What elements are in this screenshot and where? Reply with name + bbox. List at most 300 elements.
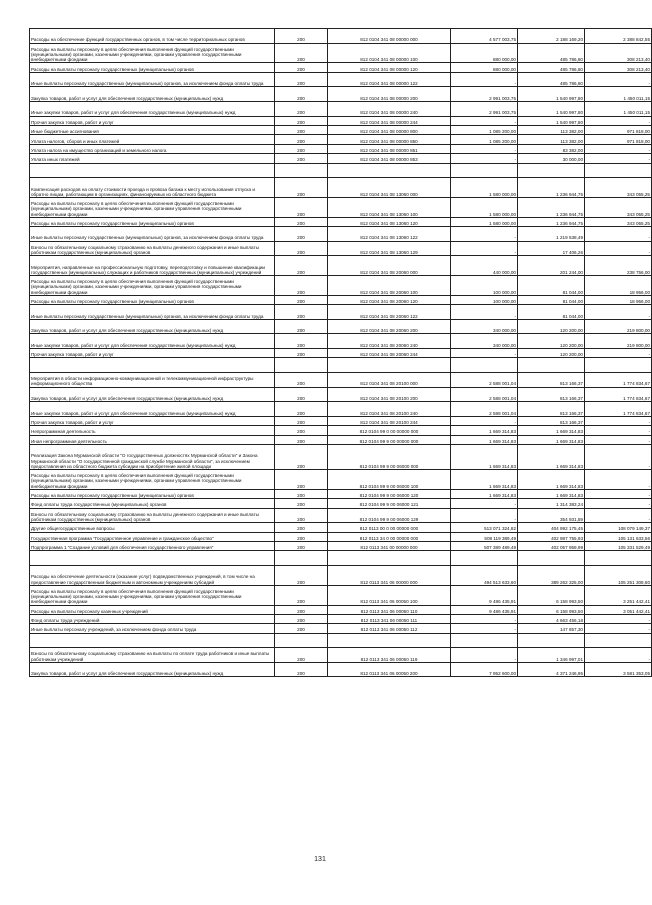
executed-amount-cell [518,551,585,566]
unexecuted-amount-cell: - [585,508,652,523]
expense-name-cell: Расходы на обеспечение деятельности (оказание услуг) подведомственных учреждений, в том числе на предоставление государственным бюджетным и автономным учреждениям субсидий [30,565,275,585]
line-code-cell: 200 [275,197,328,217]
budget-classification-code-cell: 812 0113 341 00 00000 000 [328,541,451,550]
approved-amount-cell: 1 580 000,00 [451,217,518,226]
approved-amount-cell: 494 513 633,60 [451,565,518,585]
line-code-cell: 200 [275,373,328,388]
executed-amount-cell: 485 786,60 [518,72,585,87]
executed-amount-cell [518,358,585,373]
line-code-cell: 200 [275,276,328,296]
expense-name-cell: Расходы на выплаты персоналу государственных (муниципальных) органов [30,217,275,226]
unexecuted-amount-cell: 971 818,00 [585,125,652,134]
table-row [30,499,652,508]
line-code-cell: 200 [275,614,328,623]
unexecuted-amount-cell: - [585,435,652,444]
unexecuted-amount-cell: 18 956,00 [585,276,652,296]
line-code-cell: 200 [275,334,328,349]
unexecuted-amount-cell: - [585,499,652,508]
budget-classification-code-cell: 812 0104 341 08 00000 200 [328,87,451,102]
executed-amount-cell: 485 786,60 [518,63,585,72]
expense-name-cell: Закупка товаров, работ и услуг для обеспечения государственных (муниципальных) нужд [30,662,275,677]
approved-amount-cell: - [451,72,518,87]
executed-amount-cell: 402 987 755,93 [518,532,585,541]
approved-amount-cell: 508 119 389,49 [451,532,518,541]
budget-classification-code-cell: 812 0113 341 06 00050 111 [328,614,451,623]
line-code-cell: 200 [275,662,328,677]
executed-amount-cell: 120 200,00 [518,334,585,349]
executed-amount-cell: 813 166,37 [518,402,585,417]
table-row [30,72,652,87]
executed-amount-cell: 485 786,60 [518,43,585,63]
budget-execution-table [29,28,652,677]
unexecuted-amount-cell: 2 388 842,55 [585,29,652,44]
expense-name-cell: Закупка товаров, работ и услуг для обеспечения государственных (муниципальных) нужд [30,319,275,334]
table-row [30,319,652,334]
budget-classification-code-cell: 812 0104 341 08 20100 000 [328,373,451,388]
executed-amount-cell: 402 057 959,99 [518,541,585,550]
expense-name-cell: Закупка товаров, работ и услуг для обеспечения государственных (муниципальных) нужд [30,87,275,102]
budget-classification-code-cell: 812 0104 99 9 00 06000 121 [328,499,451,508]
line-code-cell: 200 [275,125,328,134]
executed-amount-cell: 113 382,00 [518,135,585,144]
executed-amount-cell: 83 382,00 [518,144,585,153]
budget-classification-code-cell: 812 0104 341 08 20060 240 [328,334,451,349]
line-code-cell: 200 [275,565,328,585]
unexecuted-amount-cell: 3 251 442,41 [585,585,652,605]
line-code-cell: 200 [275,178,328,198]
unexecuted-amount-cell: 343 055,25 [585,197,652,217]
line-code-cell: 200 [275,135,328,144]
expense-name-cell: Иные выплаты персоналу учреждений, за исключением фонда оплаты труда [30,624,275,633]
budget-classification-code-cell: 812 0104 341 08 20100 240 [328,402,451,417]
unexecuted-amount-cell: 3 581 353,05 [585,662,652,677]
approved-amount-cell: 1 580 000,00 [451,178,518,198]
budget-classification-code-cell: 812 0104 99 9 00 06000 000 [328,444,451,469]
expense-name-cell: Компенсация расходов на оплату стоимости проезда и провоза багажа к месту использования отпуска и обратно лицам, работающим в организациях, финансируемых из областного бюджета [30,178,275,198]
executed-amount-cell: 1 236 944,75 [518,197,585,217]
line-code-cell: 200 [275,63,328,72]
table-row [30,585,652,605]
executed-amount-cell: 1 236 944,75 [518,178,585,198]
approved-amount-cell: 1 669 314,83 [451,469,518,489]
approved-amount-cell: 9 486 435,91 [451,585,518,605]
table-row [30,648,652,663]
expense-name-cell: Государственная программа "Государственное управление и гражданское общество" [30,532,275,541]
executed-amount-cell: 813 166,37 [518,373,585,388]
line-code-cell: 200 [275,489,328,498]
table-row [30,295,652,304]
unexecuted-amount-cell [585,633,652,648]
table-row [30,144,652,153]
budget-classification-code-cell: 812 0104 341 08 00000 000 [328,29,451,44]
approved-amount-cell: - [451,154,518,163]
approved-amount-cell: 2 991 003,75 [451,101,518,116]
executed-amount-cell: 1 540 997,80 [518,101,585,116]
expense-name-cell: Расходы на выплаты персоналу в целях обеспечения выполнения функций государственными (муниципальными) органами, казенными учреждениями, органами управления государственными внебюджетными фондами [30,43,275,63]
executed-amount-cell: 813 166,37 [518,387,585,402]
table-row [30,305,652,320]
unexecuted-amount-cell: - [585,624,652,633]
executed-amount-cell: 1 669 314,83 [518,426,585,435]
expense-name-cell: Иные бюджетные ассигнования [30,125,275,134]
table-row [30,551,652,566]
executed-amount-cell [518,633,585,648]
table-row [30,29,652,44]
expense-name-cell: Расходы на выплаты персоналу в целях обеспечения выполнения функций государственными (муниципальными) органами, казенными учреждениями, органами управления государственными внебюджетными фондами [30,276,275,296]
budget-classification-code-cell: 812 0104 99 9 00 00000 000 [328,435,451,444]
table-row [30,135,652,144]
document-page [29,28,650,677]
table-row [30,614,652,623]
line-code-cell: 200 [275,435,328,444]
expense-name-cell [30,633,275,648]
table-row [30,662,652,677]
table-row [30,402,652,417]
line-code-cell: 200 [275,154,328,163]
approved-amount-cell: 4 577 003,75 [451,29,518,44]
unexecuted-amount-cell: 105 131 633,56 [585,532,652,541]
line-code-cell: 200 [275,499,328,508]
executed-amount-cell: 4 663 456,18 [518,614,585,623]
table-row [30,435,652,444]
expense-name-cell: Закупка товаров, работ и услуг для обеспечения государственных (муниципальных) нужд [30,387,275,402]
expense-name-cell [30,163,275,178]
table-row [30,489,652,498]
line-code-cell: 200 [275,444,328,469]
line-code-cell: 200 [275,101,328,116]
unexecuted-amount-cell: 238 756,00 [585,256,652,276]
expense-name-cell: Взносы по обязательному социальному страхованию на выплаты по оплате труда работников и иные выплаты работникам учреждений [30,648,275,663]
unexecuted-amount-cell: - [585,489,652,498]
budget-classification-code-cell: 812 0104 341 08 13060 120 [328,217,451,226]
table-row [30,541,652,550]
approved-amount-cell: - [451,241,518,256]
budget-classification-code-cell: 812 0104 341 08 13060 129 [328,241,451,256]
unexecuted-amount-cell: 1 450 011,15 [585,87,652,102]
unexecuted-amount-cell: 1 774 834,67 [585,373,652,388]
line-code-cell: 200 [275,585,328,605]
table-row [30,154,652,163]
table-row [30,633,652,648]
unexecuted-amount-cell: 3 051 442,41 [585,605,652,614]
unexecuted-amount-cell: - [585,444,652,469]
budget-classification-code-cell: 812 0113 34 0 00 00000 000 [328,532,451,541]
executed-amount-cell: 1 669 314,83 [518,444,585,469]
table-row [30,426,652,435]
approved-amount-cell: 440 000,00 [451,256,518,276]
approved-amount-cell: 1 669 314,83 [451,426,518,435]
unexecuted-amount-cell: 1 774 834,67 [585,387,652,402]
table-row [30,276,652,296]
executed-amount-cell: 1 669 314,83 [518,469,585,489]
executed-amount-cell: 404 992 175,45 [518,523,585,532]
table-row [30,227,652,242]
expense-name-cell: Иные закупки товаров, работ и услуг для обеспечения государственных (муниципальных) нужд [30,402,275,417]
line-code-cell: 200 [275,144,328,153]
budget-classification-code-cell: 812 0104 341 08 00000 853 [328,154,451,163]
executed-amount-cell: 81 044,00 [518,305,585,320]
unexecuted-amount-cell: - [585,349,652,358]
table-row [30,624,652,633]
executed-amount-cell: 1 540 997,80 [518,87,585,102]
line-code-cell: 200 [275,295,328,304]
unexecuted-amount-cell: - [585,116,652,125]
approved-amount-cell: 340 000,00 [451,319,518,334]
table-row [30,565,652,585]
approved-amount-cell: 1 580 000,00 [451,197,518,217]
approved-amount-cell: - [451,116,518,125]
table-row [30,416,652,425]
line-code-cell: 200 [275,87,328,102]
unexecuted-amount-cell: - [585,648,652,663]
approved-amount-cell: 100 000,00 [451,295,518,304]
unexecuted-amount-cell: 108 079 149,37 [585,523,652,532]
budget-classification-code-cell: 812 0104 341 08 20060 120 [328,295,451,304]
line-code-cell: 200 [275,29,328,44]
expense-name-cell: Иные выплаты персоналу государственных (муниципальных) органов, за исключением фонда оплаты труда [30,305,275,320]
table-row [30,523,652,532]
unexecuted-amount-cell: - [585,426,652,435]
executed-amount-cell: 147 857,30 [518,624,585,633]
budget-classification-code-cell: 812 0104 341 08 20060 122 [328,305,451,320]
expense-name-cell: Расходы на выплаты персоналу в целях обеспечения выполнения функций государственными (муниципальными) органами, казенными учреждениями, органами управления государственными внебюджетными фондами [30,585,275,605]
table-row [30,532,652,541]
expense-name-cell: Расходы на выплаты персоналу в целях обеспечения выполнения функций государственными (муниципальными) органами, казенными учреждениями, органами управления государственными внебюджетными фондами [30,469,275,489]
unexecuted-amount-cell: - [585,241,652,256]
approved-amount-cell: 1 085 200,00 [451,125,518,134]
approved-amount-cell: - [451,508,518,523]
expense-name-cell: Расходы на выплаты персоналу в целях обеспечения выполнения функций государственными (муниципальными) органами, казенными учреждениями, органами управления государственными внебюджетными фондами [30,197,275,217]
expense-name-cell: Другие общегосударственные вопросы [30,523,275,532]
line-code-cell: 200 [275,387,328,402]
line-code-cell: 200 [275,72,328,87]
approved-amount-cell: - [451,349,518,358]
line-code-cell: 200 [275,116,328,125]
line-code-cell: 200 [275,508,328,523]
line-code-cell: 200 [275,541,328,550]
budget-classification-code-cell: 812 0104 99 9 00 06000 100 [328,469,451,489]
expense-name-cell: Прочая закупка товаров, работ и услуг [30,416,275,425]
expense-name-cell: Прочая закупка товаров, работ и услуг [30,349,275,358]
table-row [30,444,652,469]
approved-amount-cell: - [451,499,518,508]
approved-amount-cell: 2 991 003,75 [451,87,518,102]
budget-classification-code-cell [328,358,451,373]
executed-amount-cell: 6 158 993,50 [518,585,585,605]
line-code-cell: 200 [275,523,328,532]
expense-name-cell: Расходы на выплаты персоналу казенных учреждений [30,605,275,614]
executed-amount-cell: 30 000,00 [518,154,585,163]
unexecuted-amount-cell: 1 774 834,67 [585,402,652,417]
approved-amount-cell: 100 000,00 [451,276,518,296]
budget-classification-code-cell: 812 0104 341 08 20060 000 [328,256,451,276]
unexecuted-amount-cell: - [585,305,652,320]
executed-amount-cell: 1 346 997,01 [518,648,585,663]
approved-amount-cell: - [451,648,518,663]
expense-name-cell: Уплата иных платежей [30,154,275,163]
unexecuted-amount-cell: 308 213,40 [585,63,652,72]
line-code-cell: 200 [275,469,328,489]
budget-classification-code-cell: 812 0113 341 06 00050 100 [328,585,451,605]
budget-classification-code-cell: 812 0104 341 08 00000 240 [328,101,451,116]
table-row [30,197,652,217]
table-row [30,163,652,178]
budget-classification-code-cell: 812 0104 341 08 13060 000 [328,178,451,198]
executed-amount-cell: 6 158 993,50 [518,605,585,614]
budget-classification-code-cell: 812 0104 341 08 13060 100 [328,197,451,217]
approved-amount-cell: 7 952 600,00 [451,662,518,677]
unexecuted-amount-cell [585,163,652,178]
expense-name-cell: Иные закупки товаров, работ и услуг для обеспечения государственных (муниципальных) нужд [30,101,275,116]
executed-amount-cell: 2 188 169,20 [518,29,585,44]
budget-classification-code-cell: 812 0113 341 06 00050 110 [328,605,451,614]
budget-classification-code-cell: 812 0113 00 0 00 00000 000 [328,523,451,532]
expense-name-cell: Подпрограмма 1 "Создание условий для обеспечения государственного управления" [30,541,275,550]
line-code-cell [275,358,328,373]
expense-name-cell: Иные выплаты персоналу государственных (муниципальных) органов, за исключением фонда оплаты труда [30,227,275,242]
approved-amount-cell: 1 085 200,00 [451,135,518,144]
approved-amount-cell: - [451,416,518,425]
approved-amount-cell: 2 588 001,04 [451,373,518,388]
table-row [30,217,652,226]
table-row [30,101,652,116]
unexecuted-amount-cell [585,358,652,373]
expense-name-cell: Непрограммная деятельность [30,426,275,435]
expense-name-cell: Расходы на выплаты персоналу государственных (муниципальных) органов [30,489,275,498]
budget-classification-code-cell: 812 0104 341 08 20060 244 [328,349,451,358]
expense-name-cell: Иные выплаты персоналу государственных (муниципальных) органов, за исключением фонда оплаты труда [30,72,275,87]
executed-amount-cell: 120 200,00 [518,319,585,334]
table-row [30,256,652,276]
approved-amount-cell: - [451,624,518,633]
table-row [30,605,652,614]
unexecuted-amount-cell: - [585,614,652,623]
line-code-cell: 200 [275,349,328,358]
expense-name-cell: Мероприятия в области информационно-коммуникационной и телекоммуникационной инфраструктуры информационного общества [30,373,275,388]
unexecuted-amount-cell [585,551,652,566]
unexecuted-amount-cell: - [585,72,652,87]
approved-amount-cell [451,633,518,648]
executed-amount-cell: 1 669 314,83 [518,435,585,444]
executed-amount-cell: 113 382,00 [518,125,585,134]
unexecuted-amount-cell: 18 956,00 [585,295,652,304]
executed-amount-cell: 389 262 325,00 [518,565,585,585]
table-row [30,358,652,373]
approved-amount-cell [451,163,518,178]
table-row [30,469,652,489]
line-code-cell: 200 [275,256,328,276]
line-code-cell [275,163,328,178]
budget-classification-code-cell: 812 0104 341 08 20060 100 [328,276,451,296]
line-code-cell: 200 [275,43,328,63]
expense-name-cell: Прочая закупка товаров, работ и услуг [30,116,275,125]
budget-classification-code-cell: 812 0104 341 08 20100 244 [328,416,451,425]
expense-name-cell [30,358,275,373]
unexecuted-amount-cell: 308 213,40 [585,43,652,63]
approved-amount-cell: 2 588 001,04 [451,402,518,417]
executed-amount-cell: 1 219 538,49 [518,227,585,242]
line-code-cell: 200 [275,605,328,614]
line-code-cell: 200 [275,217,328,226]
unexecuted-amount-cell: 105 251 308,60 [585,565,652,585]
executed-amount-cell: 81 044,00 [518,295,585,304]
table-row [30,241,652,256]
executed-amount-cell: 1 314 383,24 [518,499,585,508]
budget-classification-code-cell: 812 0104 341 08 00000 800 [328,125,451,134]
budget-classification-code-cell: 812 0104 341 08 00000 100 [328,43,451,63]
executed-amount-cell: 813 166,37 [518,416,585,425]
budget-classification-code-cell: 812 0104 341 08 00000 851 [328,144,451,153]
approved-amount-cell: 2 588 001,04 [451,387,518,402]
expense-name-cell: Взносы по обязательному социальному страхованию на выплаты денежного содержания и иные выплаты работникам государственных (муниципальных) органов [30,241,275,256]
unexecuted-amount-cell: 343 055,25 [585,217,652,226]
line-code-cell: 200 [275,227,328,242]
line-code-cell: 200 [275,532,328,541]
line-code-cell: 200 [275,624,328,633]
expense-name-cell: Иная непрограммная деятельность [30,435,275,444]
unexecuted-amount-cell: - [585,227,652,242]
unexecuted-amount-cell: - [585,144,652,153]
approved-amount-cell: 1 669 314,83 [451,489,518,498]
unexecuted-amount-cell: 971 818,00 [585,135,652,144]
table-row [30,116,652,125]
budget-classification-code-cell [328,163,451,178]
approved-amount-cell [451,358,518,373]
page-number: 131 [314,856,326,863]
unexecuted-amount-cell: - [585,416,652,425]
table-row [30,349,652,358]
executed-amount-cell: 81 044,00 [518,276,585,296]
executed-amount-cell: 1 669 314,83 [518,489,585,498]
approved-amount-cell: - [451,305,518,320]
budget-classification-code-cell: 812 0104 99 0 00 00000 000 [328,426,451,435]
line-code-cell: 200 [275,416,328,425]
table-row [30,178,652,198]
budget-classification-code-cell: 812 0104 341 08 13060 122 [328,227,451,242]
expense-name-cell: Расходы на выплаты персоналу государственных (муниципальных) органов [30,63,275,72]
table-row [30,87,652,102]
expense-name-cell: Мероприятия, направленные на профессиональную подготовку, переподготовку и повышение квалификации государственных (муниципальных) служащих и работников государственных (муниципальных) учреждений [30,256,275,276]
executed-amount-cell: 4 371 246,95 [518,662,585,677]
approved-amount-cell: - [451,144,518,153]
budget-classification-code-cell: 812 0104 341 08 00000 244 [328,116,451,125]
unexecuted-amount-cell: 1 450 011,15 [585,101,652,116]
budget-classification-code-cell [328,551,451,566]
table-row [30,43,652,63]
expense-name-cell: Фонд оплаты труда государственных (муниципальных) органов [30,499,275,508]
expense-name-cell: Расходы на выплаты персоналу государственных (муниципальных) органов [30,295,275,304]
executed-amount-cell: 120 200,00 [518,349,585,358]
approved-amount-cell: 880 000,00 [451,63,518,72]
table-row [30,334,652,349]
budget-classification-code-cell: 812 0104 341 08 20100 200 [328,387,451,402]
budget-classification-code-cell [328,633,451,648]
expense-name-cell: Уплата налогов, сборов и иных платежей [30,135,275,144]
table-row [30,125,652,134]
line-code-cell: 200 [275,319,328,334]
budget-classification-code-cell: 812 0104 99 9 00 06000 129 [328,508,451,523]
expense-name-cell: Взносы по обязательному социальному страхованию на выплаты денежного содержания и иные выплаты работникам государственных (муниципальных) органов [30,508,275,523]
budget-classification-code-cell: 812 0113 341 06 00050 200 [328,662,451,677]
approved-amount-cell: 507 389 489,49 [451,541,518,550]
approved-amount-cell [451,551,518,566]
line-code-cell: 200 [275,648,328,663]
budget-classification-code-cell: 812 0104 341 08 00000 120 [328,63,451,72]
line-code-cell [275,551,328,566]
budget-classification-code-cell: 812 0113 341 06 00000 000 [328,565,451,585]
table-row [30,387,652,402]
line-code-cell: 200 [275,426,328,435]
